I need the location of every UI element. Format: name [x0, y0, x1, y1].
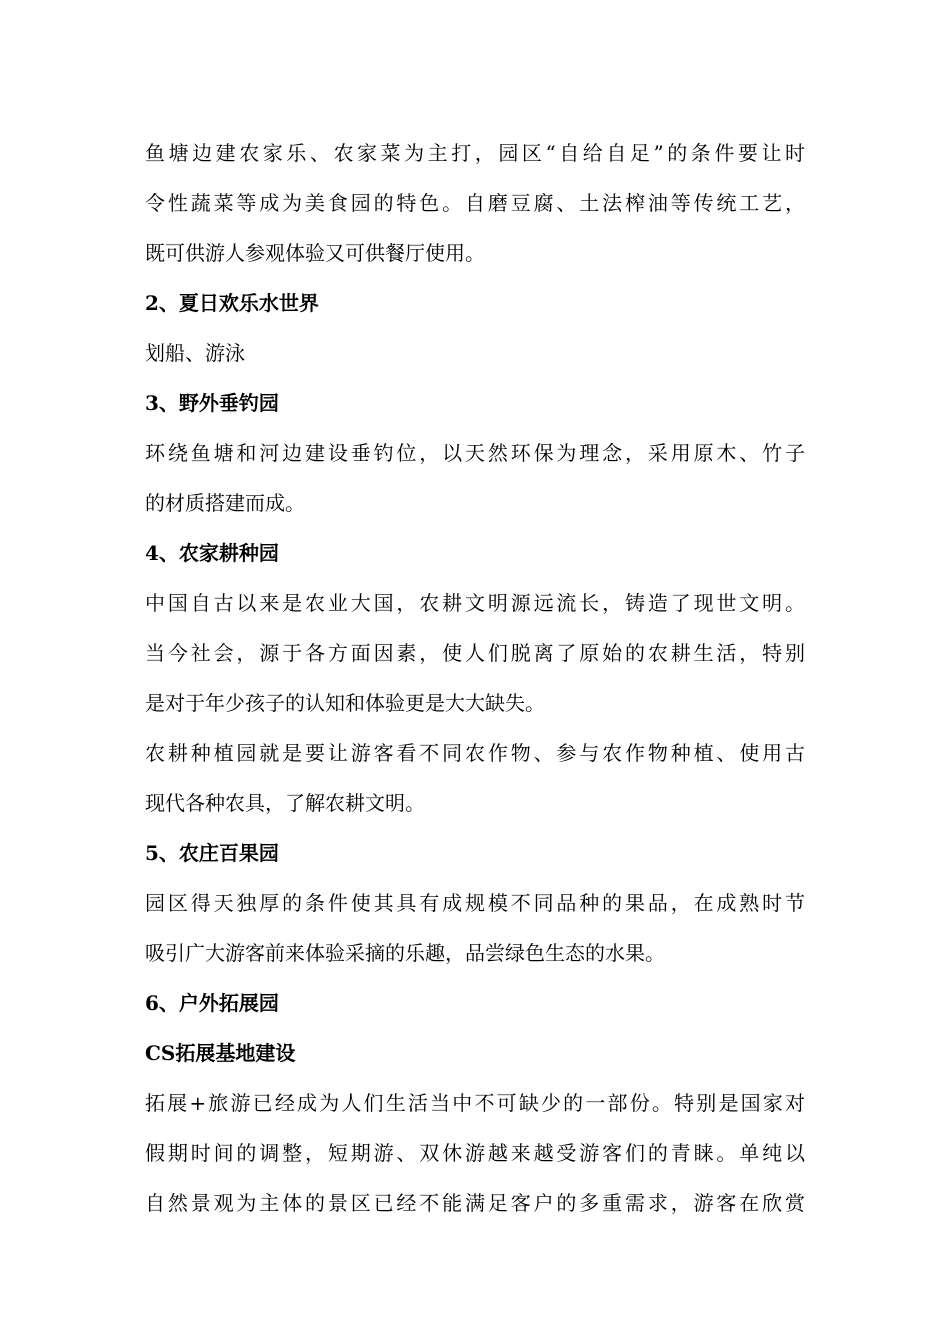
body-line: 环绕鱼塘和河边建设垂钓位，以天然环保为理念，采用原木、竹子 — [145, 441, 805, 465]
body-line: 中国自古以来是农业大国，农耕文明源远流长，铸造了现世文明。 — [145, 591, 805, 615]
body-line: 既可供游人参观体验又可供餐厅使用。 — [145, 241, 485, 265]
body-line: 划船、游泳 — [145, 341, 245, 365]
body-line: 吸引广大游客前来体验采摘的乐趣，品尝绿色生态的水果。 — [145, 941, 665, 965]
body-line: 是对于年少孩子的认知和体验更是大大缺失。 — [145, 691, 545, 715]
body-line: 现代各种农具，了解农耕文明。 — [145, 791, 425, 815]
section-heading: 3、野外垂钓园 — [145, 391, 279, 415]
body-line: 鱼塘边建农家乐、农家菜为主打，园区“自给自足”的条件要让时 — [145, 141, 805, 165]
body-line: 拓展+旅游已经成为人们生活当中不可缺少的一部份。特别是国家对 — [145, 1091, 805, 1115]
section-heading: 2、夏日欢乐水世界 — [145, 291, 319, 315]
section-heading: 6、户外拓展园 — [145, 991, 279, 1015]
section-heading: 5、农庄百果园 — [145, 841, 279, 865]
section-heading: 4、农家耕种园 — [145, 541, 279, 565]
body-line: 当今社会，源于各方面因素，使人们脱离了原始的农耕生活，特别 — [145, 641, 805, 665]
body-line: 假期时间的调整，短期游、双休游越来越受游客们的青睐。单纯以 — [145, 1141, 805, 1165]
body-line: 令性蔬菜等成为美食园的特色。自磨豆腐、土法榨油等传统工艺， — [145, 191, 805, 215]
body-line: 的材质搭建而成。 — [145, 491, 305, 515]
body-line: 农耕种植园就是要让游客看不同农作物、参与农作物种植、使用古 — [145, 741, 805, 765]
body-line: 自然景观为主体的景区已经不能满足客户的多重需求，游客在欣赏 — [145, 1191, 805, 1215]
sub-heading: CS拓展基地建设 — [145, 1041, 296, 1065]
document-page — [145, 128, 805, 1228]
body-line: 园区得天独厚的条件使其具有成规模不同品种的果品，在成熟时节 — [145, 891, 805, 915]
